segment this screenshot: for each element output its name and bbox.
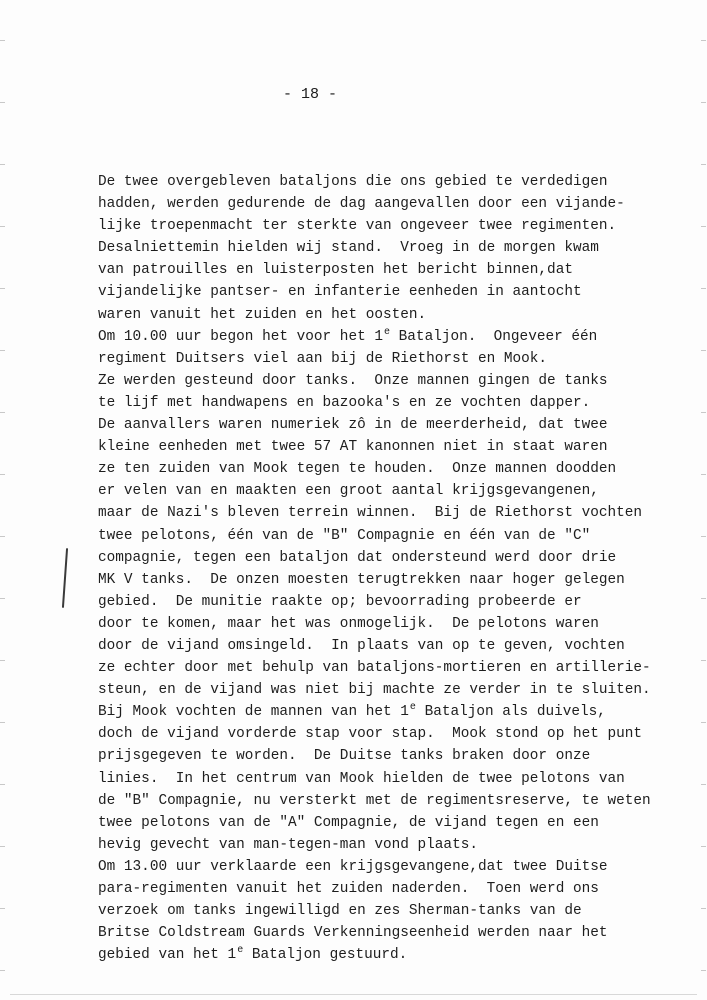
text-line: door de vijand omsingeld. In plaats van op te geven, vochten	[98, 637, 625, 654]
edge-tick	[0, 536, 5, 537]
margin-pencil-mark	[62, 548, 68, 608]
text-line: door te komen, maar het was onmogelijk. De pelotons waren	[98, 615, 599, 632]
edge-tick	[701, 474, 706, 475]
bottom-scan-edge	[10, 994, 697, 995]
text-line: doch de vijand vorderde stap voor stap. Mook stond op het punt	[98, 726, 643, 743]
edge-tick	[0, 164, 5, 165]
edge-tick	[0, 660, 5, 661]
body-text	[98, 171, 688, 966]
edge-tick	[0, 784, 5, 785]
edge-tick	[0, 474, 5, 475]
text-line: MK V tanks. De onzen moesten terugtrekken naar hoger gelegen	[98, 571, 625, 588]
text-line: linies. In het centrum van Mook hielden de twee pelotons van	[98, 770, 625, 787]
text-line: te lijf met handwapens en bazooka's en ze vochten dapper.	[98, 394, 591, 411]
edge-tick	[0, 226, 5, 227]
text-line: er velen van en maakten een groot aantal krijgsgevangenen,	[98, 483, 599, 500]
text-line: Desalniettemin hielden wij stand. Vroeg in de morgen kwam	[98, 240, 599, 257]
text-line: steun, en de vijand was niet bij machte ze verder in te sluiten.	[98, 682, 651, 699]
left-edge-ticks	[0, 0, 6, 1000]
edge-tick	[0, 970, 5, 971]
edge-tick	[0, 908, 5, 909]
text-line: Om 13.00 uur verklaarde een krijgsgevangene,dat twee Duitse	[98, 858, 608, 875]
edge-tick	[0, 350, 5, 351]
text-line: twee pelotons, één van de "B" Compagnie en één van de "C"	[98, 527, 591, 544]
edge-tick	[701, 536, 706, 537]
edge-tick	[0, 722, 5, 723]
text-line: hadden, werden gedurende de dag aangevallen door een vijande-	[98, 196, 625, 213]
text-line: para-regimenten vanuit het zuiden naderden. Toen werd ons	[98, 881, 599, 897]
text-line: waren vanuit het zuiden en het oosten.	[98, 306, 427, 323]
text-line: ze ten zuiden van Mook tegen te houden. Onze mannen doodden	[98, 461, 617, 478]
text-line: De twee overgebleven bataljons die ons gebied te verdedigen	[98, 174, 608, 190]
edge-tick	[701, 722, 706, 723]
page-number: - 18 -	[282, 86, 337, 103]
edge-tick	[701, 164, 706, 165]
text-line: van patrouilles en luisterposten het bericht binnen,dat	[98, 262, 573, 279]
edge-tick	[701, 226, 706, 227]
edge-tick	[701, 846, 706, 847]
text-line: Ze werden gesteund door tanks. Onze mannen gingen de tanks	[98, 372, 608, 389]
edge-tick	[701, 350, 706, 351]
edge-tick	[701, 908, 706, 909]
edge-tick	[701, 412, 706, 413]
text-line: prijsgegeven te worden. De Duitse tanks braken door onze	[98, 748, 591, 765]
text-line: hevig gevecht van man-tegen-man vond plaats.	[98, 836, 478, 853]
edge-tick	[701, 102, 706, 103]
ordinal-superscript: e	[409, 702, 416, 714]
text-line: gebied van het 1e Bataljon gestuurd.	[98, 945, 408, 964]
edge-tick	[0, 288, 5, 289]
edge-tick	[701, 784, 706, 785]
text-line: vijandelijke pantser- en infanterie eenheden in aantocht	[98, 284, 582, 301]
text-line: twee pelotons van de "A" Compagnie, de vijand tegen en een	[98, 814, 599, 831]
right-edge-ticks	[701, 0, 707, 1000]
text-line: gebied. De munitie raakte op; bevoorrading probeerde er	[98, 593, 582, 610]
edge-tick	[701, 660, 706, 661]
edge-tick	[701, 598, 706, 599]
text-line: Britse Coldstream Guards Verkenningseenheid werden naar het	[98, 925, 608, 942]
text-line: verzoek om tanks ingewilligd en zes Sherman-tanks van de	[98, 903, 582, 920]
text-line: ze echter door met behulp van bataljons-mortieren en artillerie-	[98, 660, 651, 677]
text-line: De aanvallers waren numeriek zô in de meerderheid, dat twee	[98, 417, 608, 434]
text-line: compagnie, tegen een bataljon dat ondersteund werd door drie	[98, 549, 617, 566]
text-line: regiment Duitsers viel aan bij de Riethorst en Mook.	[98, 350, 548, 367]
text-line: kleine eenheden met twee 57 AT kanonnen niet in staat waren	[98, 439, 608, 456]
text-line: Om 10.00 uur begon het voor het 1e Bataljon. Ongeveer één	[98, 326, 598, 345]
edge-tick	[0, 40, 5, 41]
ordinal-superscript: e	[384, 326, 391, 338]
text-line: maar de Nazi's bleven terrein winnen. Bij de Riethorst vochten	[98, 505, 643, 522]
edge-tick	[701, 288, 706, 289]
text-line: lijke troepenmacht ter sterkte van ongeveer twee regimenten.	[98, 218, 617, 235]
ordinal-superscript: e	[237, 945, 244, 957]
edge-tick	[0, 412, 5, 413]
edge-tick	[701, 970, 706, 971]
edge-tick	[0, 598, 5, 599]
edge-tick	[701, 40, 706, 41]
text-line: Bij Mook vochten de mannen van het 1e Bataljon als duivels,	[98, 702, 606, 721]
text-line: de "B" Compagnie, nu versterkt met de regimentsreserve, te weten	[98, 792, 651, 809]
edge-tick	[0, 846, 5, 847]
